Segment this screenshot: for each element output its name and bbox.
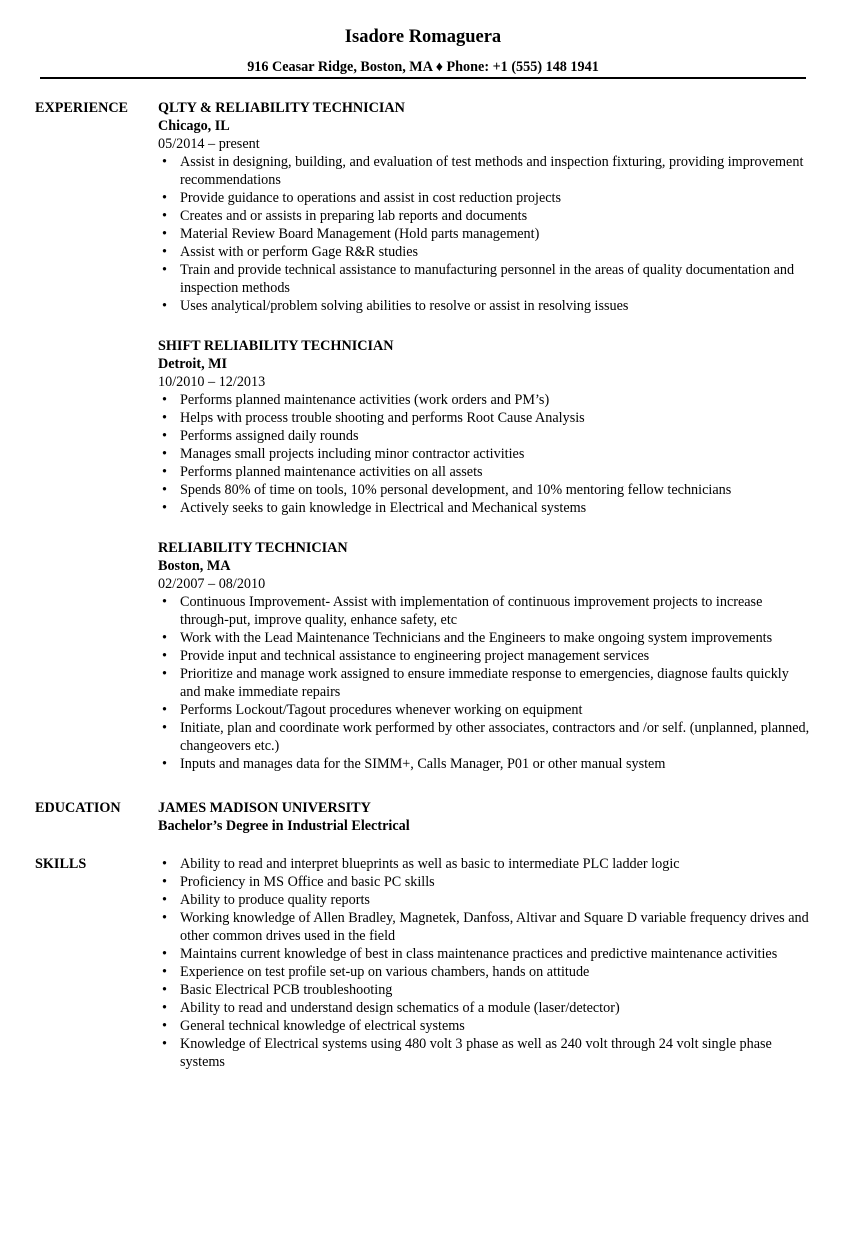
bullet-text: Performs planned maintenance activities on all assets	[180, 464, 483, 480]
bullet-text: Performs Lockout/Tagout procedures whenever working on equipment	[180, 702, 583, 718]
bullet-text: Performs assigned daily rounds	[180, 428, 359, 444]
duty-item	[158, 481, 818, 499]
header-divider	[40, 77, 806, 79]
bullet-icon: •	[162, 892, 167, 908]
duty-item	[158, 499, 818, 517]
skill-item	[158, 1017, 818, 1035]
bullet-icon: •	[162, 1000, 167, 1016]
duty-item	[158, 701, 818, 719]
bullet-text: Ability to read and interpret blueprints as well as basic to intermediate PLC ladder logic	[180, 856, 680, 872]
job-location: Detroit, MI	[158, 356, 228, 372]
bullet-icon: •	[162, 856, 167, 872]
bullet-text: Inputs and manages data for the SIMM+, Calls Manager, P01 or other manual system	[180, 756, 666, 772]
job-dates: 05/2014 – present	[158, 136, 260, 152]
bullet-icon: •	[162, 594, 167, 610]
bullet-icon: •	[162, 208, 167, 224]
bullet-text: Basic Electrical PCB troubleshooting	[180, 982, 393, 998]
bullet-text: Proficiency in MS Office and basic PC skills	[180, 874, 435, 890]
bullet-icon: •	[162, 446, 167, 462]
duty-item	[158, 207, 818, 225]
bullet-icon: •	[162, 982, 167, 998]
duty-item	[158, 665, 818, 701]
job-entry	[158, 539, 818, 773]
duty-item	[158, 463, 818, 481]
bullet-icon: •	[162, 702, 167, 718]
duty-item	[158, 445, 818, 463]
bullet-text: Helps with process trouble shooting and performs Root Cause Analysis	[180, 410, 585, 426]
skill-item	[158, 999, 818, 1017]
bullet-icon: •	[162, 1036, 167, 1052]
bullet-icon: •	[162, 262, 167, 278]
job-entry	[158, 337, 818, 517]
skill-item	[158, 981, 818, 999]
skill-item	[158, 873, 818, 891]
bullet-text: Ability to read and understand design schematics of a module (laser/detector)	[180, 1000, 620, 1016]
bullet-text: Actively seeks to gain knowledge in Electrical and Mechanical systems	[180, 500, 587, 516]
bullet-text: Initiate, plan and coordinate work performed by other associates, contractors and /or self. (unplanned, planned, changeovers etc.)	[180, 720, 810, 754]
section-label-education: EDUCATION	[35, 800, 121, 816]
bullet-icon: •	[162, 630, 167, 646]
job-location: Boston, MA	[158, 558, 231, 574]
bullet-icon: •	[162, 1018, 167, 1034]
bullet-text: Assist in designing, building, and evaluation of test methods and inspection fixturing, providing improvement recommendations	[180, 154, 804, 188]
bullet-icon: •	[162, 410, 167, 426]
bullet-text: Spends 80% of time on tools, 10% personal development, and 10% mentoring fellow technicians	[180, 482, 732, 498]
bullet-text: Work with the Lead Maintenance Technicians and the Engineers to make ongoing system improvements	[180, 630, 773, 646]
skill-item	[158, 891, 818, 909]
bullet-text: Provide input and technical assistance to engineering project management services	[180, 648, 650, 664]
duty-item	[158, 647, 818, 665]
candidate-name: Isadore Romaguera	[344, 27, 502, 47]
bullet-icon: •	[162, 226, 167, 242]
duty-item	[158, 297, 818, 315]
bullet-icon: •	[162, 298, 167, 314]
skill-item	[158, 945, 818, 963]
bullet-icon: •	[162, 666, 167, 682]
bullet-text: Working knowledge of Allen Bradley, Magnetek, Danfoss, Altivar and Square D variable frequency drives and other common drives used in the field	[180, 910, 809, 944]
duty-item	[158, 243, 818, 261]
school-name: JAMES MADISON UNIVERSITY	[158, 800, 371, 816]
job-title: QLTY & RELIABILITY TECHNICIAN	[158, 100, 405, 116]
bullet-icon: •	[162, 464, 167, 480]
job-location: Chicago, IL	[158, 118, 230, 134]
bullet-text: Creates and or assists in preparing lab reports and documents	[180, 208, 528, 224]
bullet-icon: •	[162, 648, 167, 664]
education-entry	[158, 799, 818, 835]
bullet-text: Train and provide technical assistance to manufacturing personnel in the areas of quality documentation and inspection methods	[180, 262, 795, 296]
bullet-text: Uses analytical/problem solving abilities to resolve or assist in resolving issues	[180, 298, 629, 314]
skills-list-container	[158, 855, 818, 1071]
duty-item	[158, 225, 818, 243]
bullet-text: Performs planned maintenance activities (work orders and PM’s)	[180, 392, 550, 408]
bullet-icon: •	[162, 874, 167, 890]
section-label-experience: EXPERIENCE	[35, 100, 129, 116]
duty-item	[158, 593, 818, 629]
bullet-icon: •	[162, 500, 167, 516]
bullet-icon: •	[162, 910, 167, 926]
job-title: SHIFT RELIABILITY TECHNICIAN	[158, 338, 394, 354]
duty-item	[158, 409, 818, 427]
bullet-text: Manages small projects including minor contractor activities	[180, 446, 525, 462]
bullet-text: Knowledge of Electrical systems using 480 volt 3 phase as well as 240 volt through 24 volt single phase systems	[180, 1036, 772, 1070]
bullet-icon: •	[162, 244, 167, 260]
bullet-icon: •	[162, 756, 167, 772]
duty-item	[158, 261, 818, 297]
bullet-text: Experience on test profile set-up on various chambers, hands on attitude	[180, 964, 590, 980]
job-duties-list	[158, 153, 818, 315]
bullet-text: Prioritize and manage work assigned to ensure immediate response to emergencies, diagnose faults quickly and make immediate repairs	[180, 666, 789, 700]
degree-name: Bachelor’s Degree in Industrial Electrical	[158, 818, 410, 834]
skill-item	[158, 909, 818, 945]
bullet-text: Assist with or perform Gage R&R studies	[180, 244, 419, 260]
section-label-skills: SKILLS	[35, 856, 87, 872]
job-dates: 10/2010 – 12/2013	[158, 374, 266, 390]
duty-item	[158, 719, 818, 755]
job-title: RELIABILITY TECHNICIAN	[158, 540, 348, 556]
duty-item	[158, 189, 818, 207]
bullet-text: Ability to produce quality reports	[180, 892, 370, 908]
job-duties-list	[158, 593, 818, 773]
duty-item	[158, 427, 818, 445]
duty-item	[158, 153, 818, 189]
duty-item	[158, 755, 818, 773]
bullet-icon: •	[162, 154, 167, 170]
skill-item	[158, 855, 818, 873]
job-dates: 02/2007 – 08/2010	[158, 576, 266, 592]
skills-list	[158, 855, 818, 1071]
bullet-icon: •	[162, 392, 167, 408]
bullet-text: Provide guidance to operations and assist in cost reduction projects	[180, 190, 562, 206]
bullet-icon: •	[162, 720, 167, 736]
bullet-icon: •	[162, 482, 167, 498]
bullet-text: Continuous Improvement- Assist with implementation of continuous improvement projects to increase through-put, improve quality, enhance safety, etc	[180, 594, 763, 628]
bullet-icon: •	[162, 190, 167, 206]
bullet-text: Maintains current knowledge of best in class maintenance practices and predictive maintenance activities	[180, 946, 778, 962]
job-duties-list	[158, 391, 818, 517]
bullet-icon: •	[162, 964, 167, 980]
skill-item	[158, 963, 818, 981]
skill-item	[158, 1035, 818, 1071]
duty-item	[158, 391, 818, 409]
bullet-text: General technical knowledge of electrical systems	[180, 1018, 465, 1034]
duty-item	[158, 629, 818, 647]
job-entry	[158, 99, 818, 315]
experience-list	[158, 99, 818, 795]
bullet-icon: •	[162, 946, 167, 962]
bullet-text: Material Review Board Management (Hold parts management)	[180, 226, 540, 242]
bullet-icon: •	[162, 428, 167, 444]
contact-line: 916 Ceasar Ridge, Boston, MA ♦ Phone: +1 (555) 148 1941	[247, 59, 599, 75]
